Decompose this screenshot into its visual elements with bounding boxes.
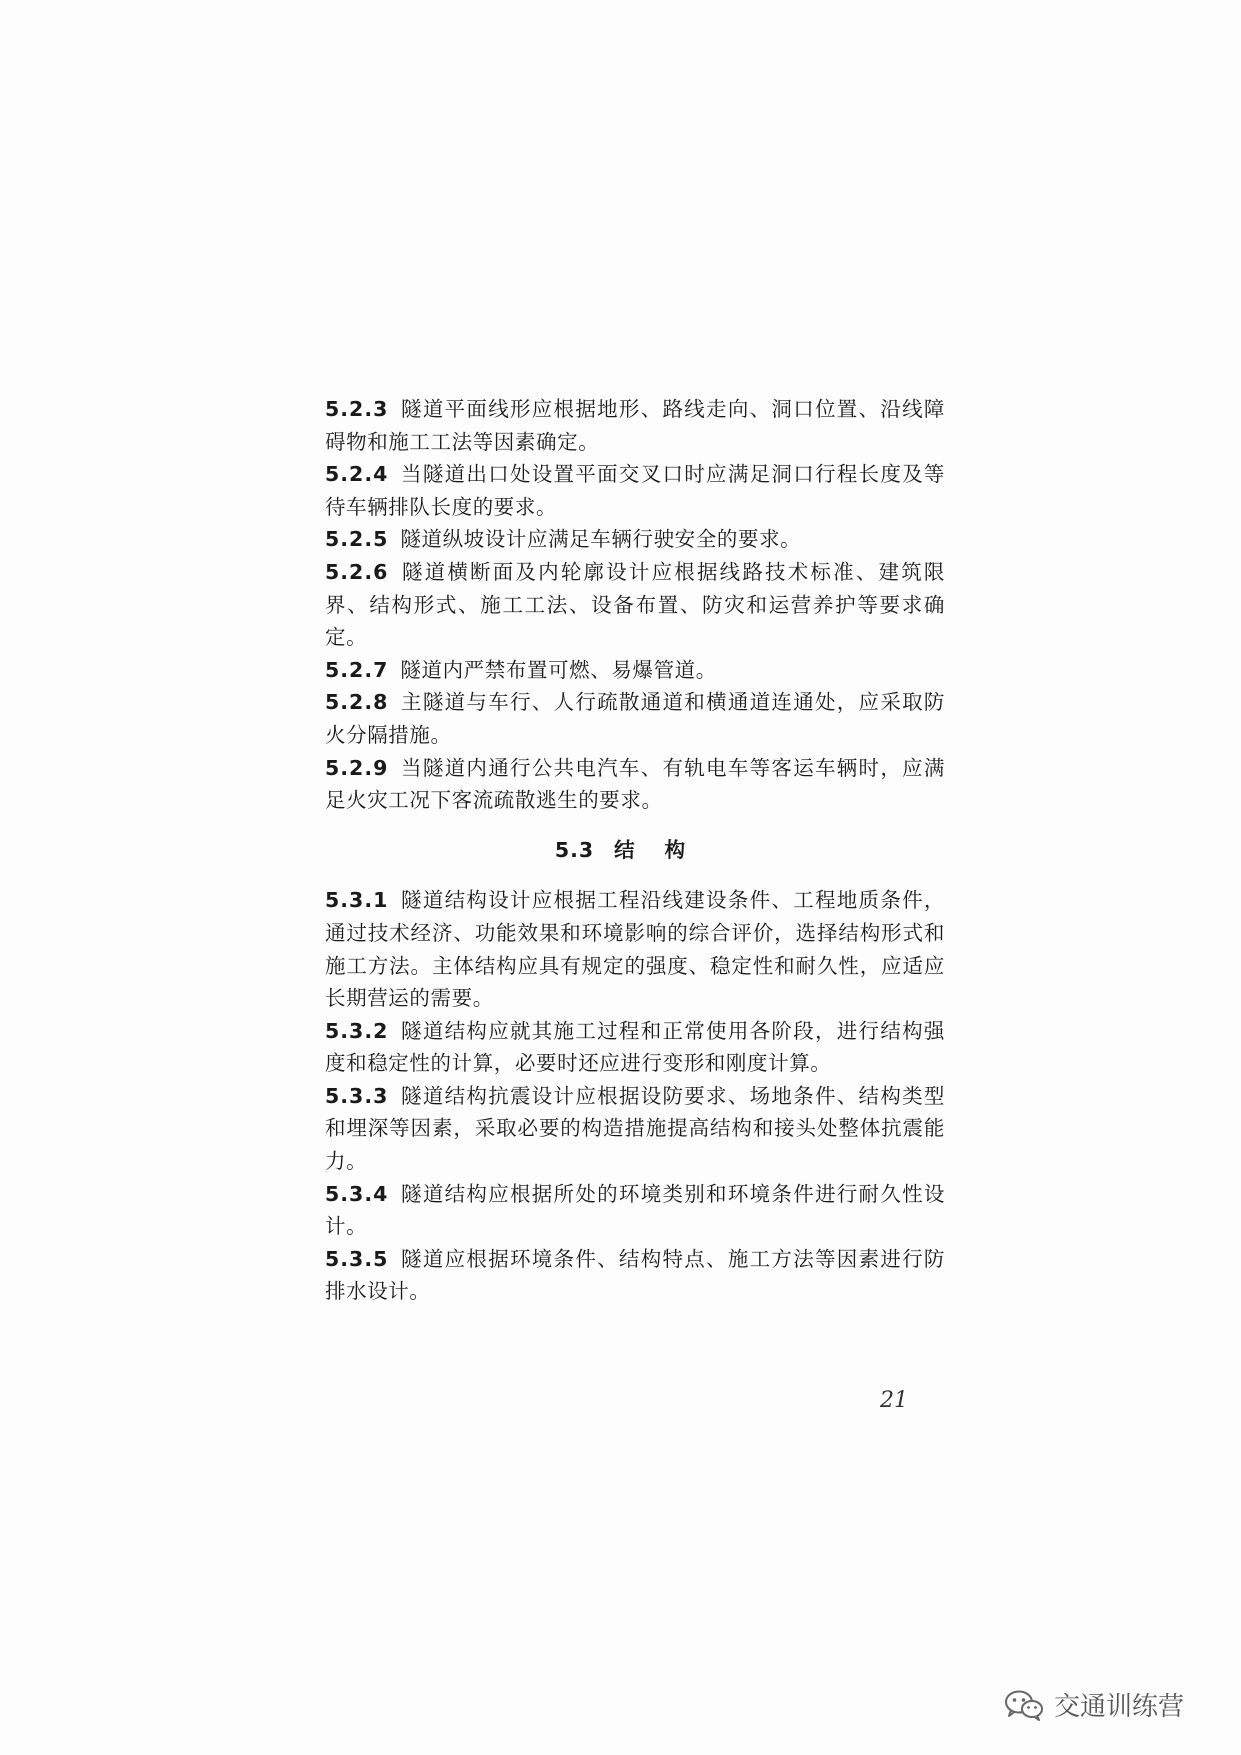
clause-5-2-6 [325, 556, 945, 654]
clause-number: 5.3.1 [325, 888, 389, 913]
section-heading [325, 834, 945, 867]
section-title: 结构 [614, 837, 716, 862]
clause-5-2-9 [325, 752, 945, 817]
clause-5-2-4 [325, 458, 945, 523]
clause-5-3-5 [325, 1243, 945, 1308]
clause-5-3-4 [325, 1178, 945, 1243]
clause-5-3-3 [325, 1080, 945, 1178]
clause-text: 当隧道出口处设置平面交叉口时应满足洞口行程长度及等待车辆排队长度的要求。 [325, 462, 945, 519]
clause-text: 当隧道内通行公共电汽车、有轨电车等客运车辆时，应满足火灾工况下客流疏散逃生的要求。 [325, 755, 945, 813]
clause-text: 隧道结构抗震设计应根据设防要求、场地条件、结构类型和埋深等因素，采取必要的构造措施提高结构和接头处整体抗震能力。 [325, 1083, 945, 1174]
clause-text: 隧道应根据环境条件、结构特点、施工方法等因素进行防排水设计。 [325, 1246, 945, 1304]
clause-text: 隧道内严禁布置可燃、易爆管道。 [400, 657, 717, 682]
clause-text: 隧道平面线形应根据地形、路线走向、洞口位置、沿线障碍物和施工工法等因素确定。 [325, 397, 945, 454]
clause-number: 5.2.9 [325, 755, 389, 780]
clause-5-2-8 [325, 686, 945, 751]
clause-number: 5.3.5 [325, 1246, 389, 1271]
clause-number: 5.2.5 [325, 527, 389, 552]
clause-text: 隧道结构应就其施工过程和正常使用各阶段，进行结构强度和稳定性的计算，必要时还应进行变形和刚度计算。 [325, 1018, 945, 1076]
clause-text: 隧道结构设计应根据工程沿线建设条件、工程地质条件，通过技术经济、功能效果和环境影响的综合评价，选择结构形式和施工方法。主体结构应具有规定的强度、稳定性和耐久性，应适应长期营运的需要。 [325, 888, 945, 1011]
clause-number: 5.3.3 [325, 1083, 389, 1108]
clause-number: 5.2.7 [325, 657, 389, 682]
clause-number: 5.2.6 [325, 559, 389, 584]
page-number: 21 [880, 1388, 908, 1413]
wechat-icon [1004, 1689, 1044, 1721]
section-number: 5.3 [554, 837, 595, 862]
clause-number: 5.3.2 [325, 1018, 389, 1043]
clause-text: 隧道结构应根据所处的环境类别和环境条件进行耐久性设计。 [325, 1181, 945, 1239]
clause-5-2-3 [325, 393, 945, 458]
clause-5-3-1 [325, 884, 945, 1014]
watermark-label: 交通训练营 [1054, 1692, 1185, 1722]
clause-number: 5.2.8 [325, 690, 389, 715]
clause-text: 隧道横断面及内轮廓设计应根据线路技术标准、建筑限界、结构形式、施工工法、设备布置、防灾和运营养护等要求确定。 [325, 559, 945, 650]
clause-text: 主隧道与车行、人行疏散通道和横通道连通处，应采取防火分隔措施。 [325, 690, 945, 747]
clause-number: 5.2.3 [325, 397, 389, 421]
watermark [1004, 1686, 1184, 1723]
clause-5-3-2 [325, 1015, 945, 1080]
clause-5-2-5 [325, 523, 945, 556]
page-body [325, 393, 945, 1308]
clause-text: 隧道纵坡设计应满足车辆行驶安全的要求。 [400, 527, 802, 552]
clause-5-2-7 [325, 654, 945, 687]
clause-number: 5.3.4 [325, 1181, 389, 1206]
clause-number: 5.2.4 [325, 462, 389, 487]
